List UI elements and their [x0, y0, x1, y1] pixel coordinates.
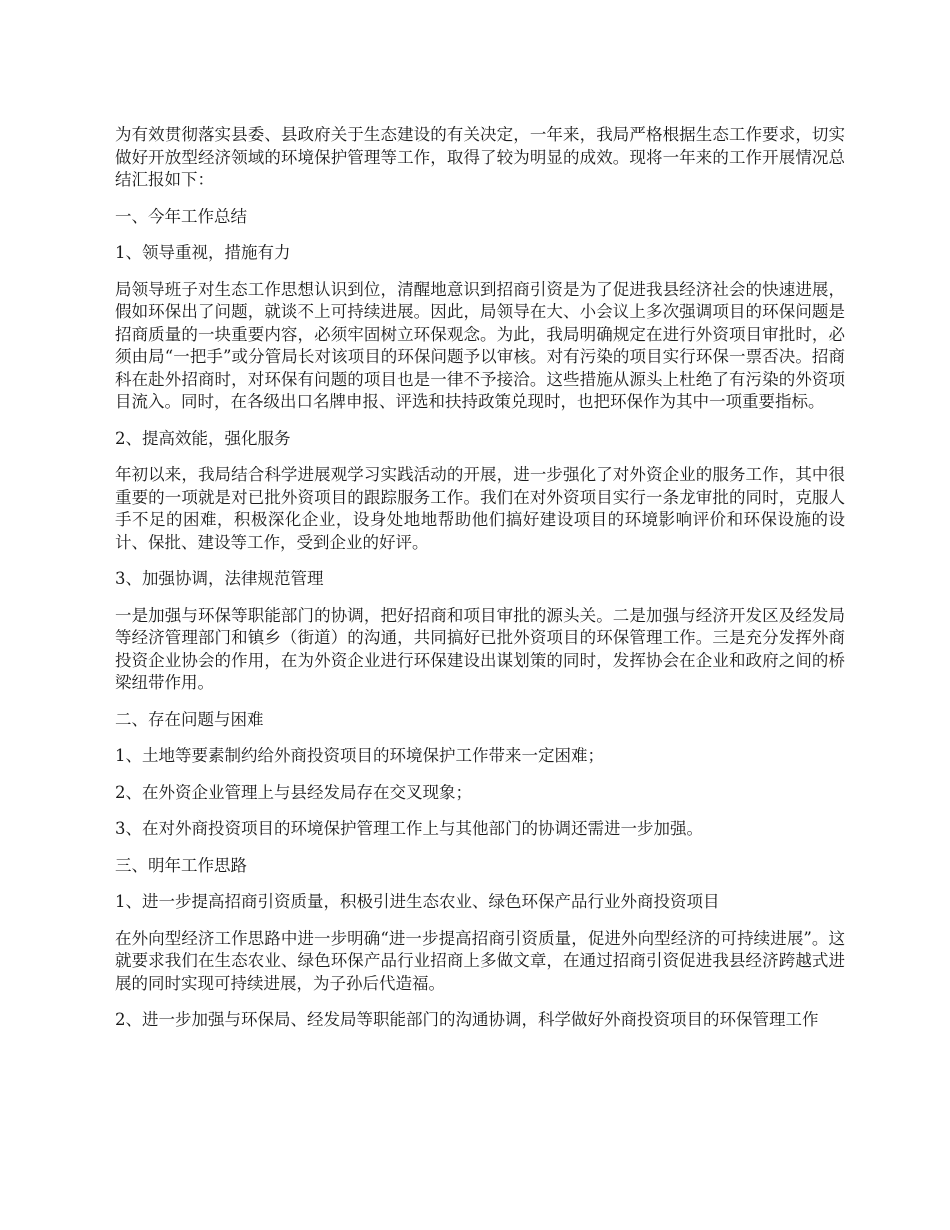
body-paragraph-1-2: 年初以来，我局结合科学进展观学习实践活动的开展，进一步强化了对外资企业的服务工作，其中很重要的一项就是对已批外资项目的跟踪服务工作。我们在对外资项目实行一条龙审批的同时，克服人手不足的困难，积极深化企业，设身处地地帮助他们搞好建设项目的环境影响评价和环保设施的设计、保批、建设等工作，受到企业的好评。 — [115, 465, 845, 552]
subheading-1-2: 2、提高效能，强化服务 — [115, 428, 291, 448]
subheading-1-1: 1、领导重视，措施有力 — [115, 243, 291, 262]
problem-item-2: 2、在外资企业管理上与县经发局存在交叉现象； — [115, 782, 472, 802]
document-body — [115, 124, 845, 1046]
subheading-3-1: 1、进一步提高招商引资质量，积极引进生态农业、绿色环保产品行业外商投资项目 — [115, 892, 720, 911]
section-heading-1: 一、今年工作总结 — [115, 206, 247, 226]
body-paragraph-1-1: 局领导班子对生态工作思想认识到位，清醒地意识到招商引资是为了促进我县经济社会的快速进展，假如环保出了问题，就谈不上可持续进展。因此，局领导在大、小会议上多次强调项目的环保问题是招商质量的一块重要内容，必须牢固树立环保观念。为此，我局明确规定在进行外资项目审批时，必须由局“一把手”或分管局长对该项目的环保问题予以审核。对有污染的项目实行环保一票否决。招商科在赴外招商时，对环保有问题的项目也是一律不予接洽。这些措施从源头上杜绝了有污染的外资项目流入。同时，在各级出口名牌申报、评选和扶持政策兑现时，也把环保作为其中一项重要指标。 — [115, 279, 845, 411]
section-heading-2: 二、存在问题与困难 — [115, 709, 264, 729]
section-heading-3: 三、明年工作思路 — [115, 855, 247, 875]
problem-item-1: 1、土地等要素制约给外商投资项目的环境保护工作带来一定困难； — [115, 746, 604, 765]
problem-item-3: 3、在对外商投资项目的环境保护管理工作上与其他部门的协调还需进一步加强。 — [115, 819, 703, 838]
subheading-3-2: 2、进一步加强与环保局、经发局等职能部门的沟通协调，科学做好外商投资项目的环保管理工作 — [115, 1010, 819, 1029]
body-paragraph-3-1: 在外向型经济工作思路中进一步明确“进一步提高招商引资质量，促进外向型经济的可持续进展”。这就要求我们在生态农业、绿色环保产品行业招商上多做文章，在通过招商引资促进我县经济跨越式进展的同时实现可持续进展，为子孙后代造福。 — [115, 928, 845, 993]
body-paragraph-1-3: 一是加强与环保等职能部门的协调，把好招商和项目审批的源头关。二是加强与经济开发区及经发局等经济管理部门和镇乡（街道）的沟通，共同搞好已批外资项目的环保管理工作。三是充分发挥外商投资企业协会的作用，在为外资企业进行环保建设出谋划策的同时，发挥协会在企业和政府之间的桥梁纽带作用。 — [115, 605, 845, 692]
intro-paragraph: 为有效贯彻落实县委、县政府关于生态建设的有关决定，一年来，我局严格根据生态工作要求，切实做好开放型经济领域的环境保护管理等工作，取得了较为明显的成效。现将一年来的工作开展情况总结汇报如下： — [115, 125, 845, 189]
subheading-1-3: 3、加强协调，法律规范管理 — [115, 569, 324, 588]
